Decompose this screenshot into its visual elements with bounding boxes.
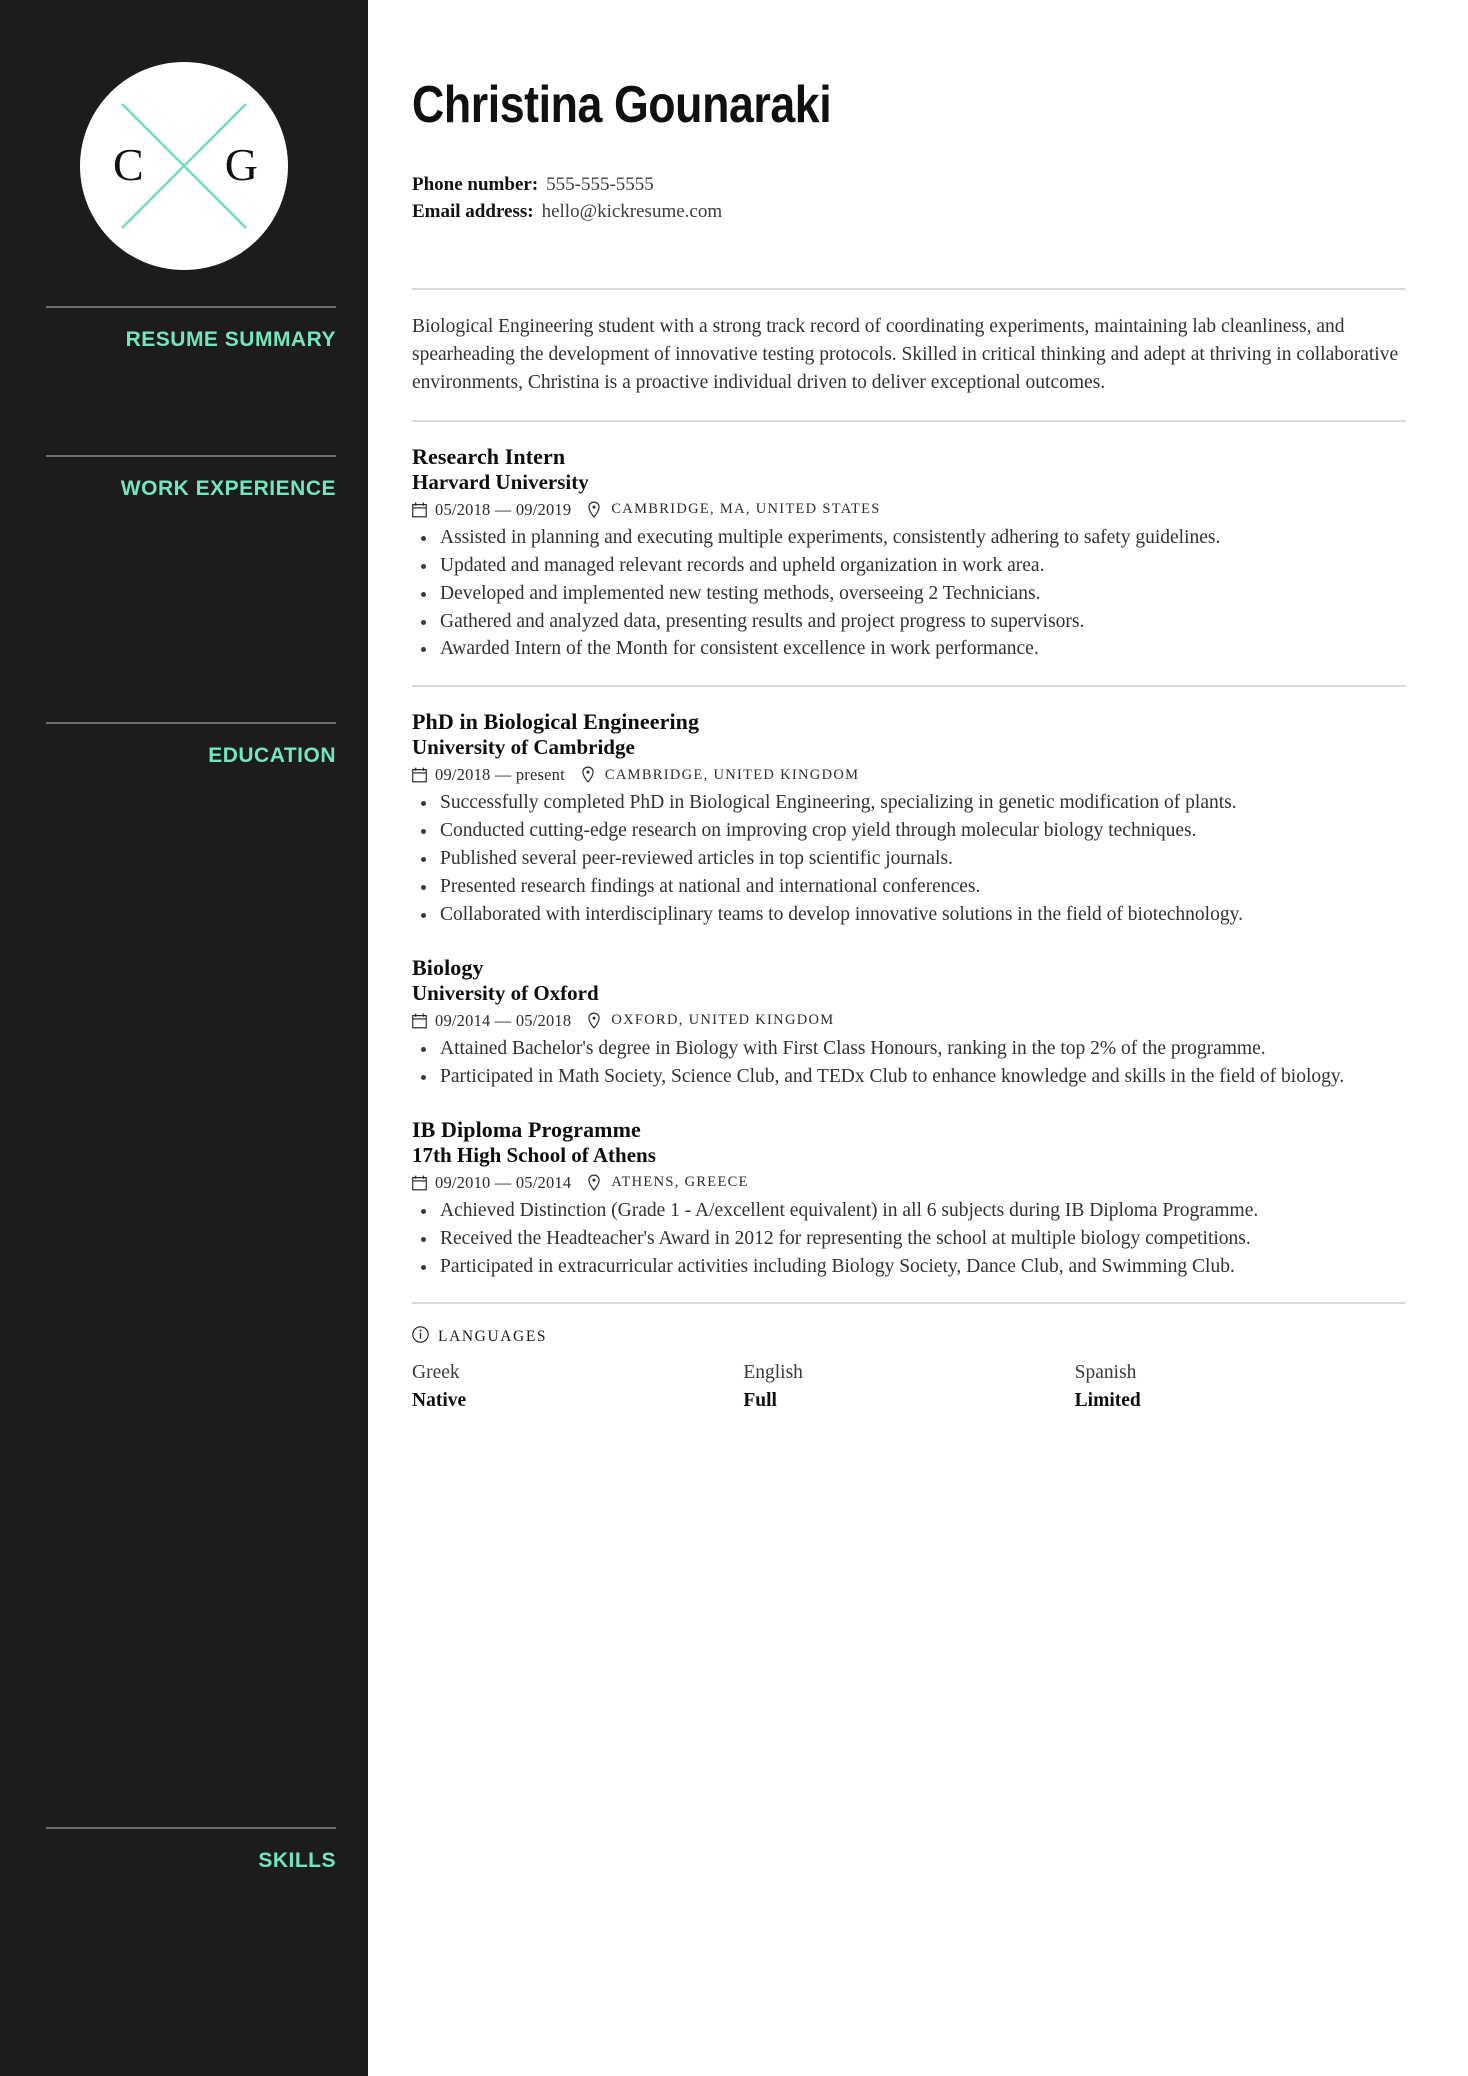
- bullet-item: Successfully completed PhD in Biological Engineering, specializing in genetic modification of plants.: [412, 790, 1406, 817]
- bullet-item: Attained Bachelor's degree in Biology with First Class Honours, ranking in the top 2% of the programme.: [412, 1036, 1406, 1063]
- education-entry: [412, 1117, 1406, 1281]
- bullet-item: Achieved Distinction (Grade 1 - A/excellent equivalent) in all 6 subjects during IB Diploma Programme.: [412, 1198, 1406, 1225]
- bullet-item: Awarded Intern of the Month for consistent excellence in work performance.: [412, 636, 1406, 663]
- sidebar-section-labels: [0, 306, 368, 1872]
- sidebar-spacer: [0, 351, 336, 455]
- calendar-icon: [412, 502, 427, 518]
- bullet-item: Received the Headteacher's Award in 2012 for representing the school at multiple biology competitions.: [412, 1226, 1406, 1253]
- sidebar-divider: [46, 306, 336, 308]
- language-name: English: [743, 1362, 803, 1384]
- entry-location: OXFORD, UNITED KINGDOM: [611, 1012, 835, 1029]
- contact-value-phone[interactable]: 555-555-5555: [546, 173, 654, 195]
- bullet-item: Updated and managed relevant records and upheld organization in work area.: [412, 553, 1406, 580]
- sidebar-item-skills[interactable]: [0, 1827, 336, 1872]
- entry-bullets: [412, 525, 1406, 664]
- bullet-item: Collaborated with interdisciplinary teams to develop innovative solutions in the field of biotechnology.: [412, 902, 1406, 929]
- entry-title: PhD in Biological Engineering: [412, 709, 700, 735]
- entry-location: CAMBRIDGE, UNITED KINGDOM: [604, 766, 860, 783]
- skills-section: [412, 1302, 1406, 1414]
- sidebar-divider: [46, 455, 336, 457]
- bullet-item: Developed and implemented new testing methods, overseeing 2 Technicians.: [412, 581, 1406, 608]
- sidebar-item-resume-summary[interactable]: [0, 306, 336, 351]
- entry-meta: [412, 500, 1406, 520]
- contact-label-phone: Phone number:: [412, 173, 539, 195]
- entry-bullets: [412, 1036, 1406, 1091]
- language-name: Greek: [412, 1362, 460, 1384]
- contact-label-email: Email address:: [412, 200, 534, 222]
- entry-meta: [412, 765, 1406, 785]
- bullet-item: Participated in Math Society, Science Club, and TEDx Club to enhance knowledge and skills in the field of biology.: [412, 1064, 1406, 1091]
- location-pin-icon: [587, 501, 601, 519]
- bullet-item: Presented research findings at national and international conferences.: [412, 874, 1406, 901]
- calendar-icon: [412, 1013, 427, 1029]
- contact-block: [412, 172, 1406, 226]
- bullet-item: Conducted cutting-edge research on improving crop yield through molecular biology techniques.: [412, 818, 1406, 845]
- contact-row-email: [412, 199, 1406, 226]
- bullet-item: Assisted in planning and executing multiple experiments, consistently adhering to safety guidelines.: [412, 525, 1406, 552]
- calendar-icon: [412, 1175, 427, 1191]
- work-experience-section: [412, 420, 1406, 664]
- logo-initial-left: C: [113, 139, 144, 190]
- language-name: Spanish: [1074, 1362, 1137, 1384]
- entry-organization: University of Oxford: [412, 980, 599, 1005]
- bullet-item: Participated in extracurricular activities including Biology Society, Dance Club, and Swimming Club.: [412, 1254, 1406, 1281]
- languages-grid: [412, 1359, 1406, 1414]
- entry-date: 05/2018 — 09/2019: [435, 499, 572, 519]
- entry-location: ATHENS, GREECE: [611, 1174, 749, 1191]
- contact-value-email[interactable]: hello@kickresume.com: [541, 200, 723, 222]
- calendar-icon: [412, 767, 427, 783]
- sidebar: [0, 0, 368, 2076]
- entry-date: 09/2018 — present: [435, 765, 565, 785]
- entry-title: Biology: [412, 954, 484, 980]
- education-entry: [412, 709, 1406, 929]
- location-pin-icon: [581, 766, 595, 784]
- language-level: Native: [412, 1390, 467, 1412]
- bullet-item: Published several peer-reviewed articles in top scientific journals.: [412, 846, 1406, 873]
- skills-group-header: [412, 1326, 1406, 1348]
- logo-circle: [80, 62, 288, 270]
- sidebar-label-resume-summary: RESUME SUMMARY: [125, 328, 336, 351]
- entry-meta: [412, 1011, 1406, 1031]
- contact-row-phone: [412, 172, 1406, 199]
- entry-date: 09/2014 — 05/2018: [435, 1010, 572, 1030]
- work-entry: [412, 444, 1406, 664]
- sidebar-label-skills: SKILLS: [258, 1849, 336, 1873]
- main-content: [368, 0, 1468, 2076]
- entry-organization: 17th High School of Athens: [412, 1142, 656, 1167]
- location-pin-icon: [587, 1174, 601, 1192]
- education-section: [412, 685, 1406, 1280]
- info-icon: [412, 1326, 429, 1348]
- entry-bullets: [412, 790, 1406, 929]
- location-pin-icon: [587, 1012, 601, 1030]
- entry-organization: Harvard University: [412, 469, 589, 494]
- education-entry: [412, 955, 1406, 1091]
- bullet-item: Gathered and analyzed data, presenting results and project progress to supervisors.: [412, 609, 1406, 636]
- sidebar-item-education[interactable]: [0, 722, 336, 767]
- entry-organization: University of Cambridge: [412, 735, 635, 760]
- sidebar-spacer: [0, 500, 336, 722]
- summary-section: [412, 288, 1406, 397]
- logo-initial-right: G: [224, 139, 258, 190]
- sidebar-label-work-experience: WORK EXPERIENCE: [120, 477, 336, 501]
- page-title: Christina Gounaraki: [412, 76, 832, 134]
- entry-title: IB Diploma Programme: [412, 1116, 641, 1142]
- sidebar-divider: [46, 722, 336, 724]
- sidebar-label-education: EDUCATION: [208, 744, 336, 768]
- entry-title: Research Intern: [412, 443, 566, 469]
- summary-text: Biological Engineering student with a strong track record of coordinating experiments, maintaining lab cleanliness, and spearheading the development of innovative testing protocols. Skilled in critical thinking and adept at thriving in collaborative environments, Christina is a proactive individual driven to deliver exceptional outcomes.: [412, 315, 1399, 393]
- language-level: Full: [743, 1390, 777, 1412]
- logo-monogram: [0, 0, 368, 270]
- sidebar-spacer: [0, 767, 336, 1827]
- sidebar-divider: [46, 1827, 336, 1829]
- entry-meta: [412, 1173, 1406, 1193]
- entry-date: 09/2010 — 05/2014: [435, 1172, 572, 1192]
- language-level: Limited: [1074, 1390, 1141, 1412]
- entry-location: CAMBRIDGE, MA, UNITED STATES: [611, 501, 881, 518]
- skills-group-label: LANGUAGES: [438, 1328, 548, 1346]
- sidebar-item-work-experience[interactable]: [0, 455, 336, 500]
- entry-bullets: [412, 1198, 1406, 1281]
